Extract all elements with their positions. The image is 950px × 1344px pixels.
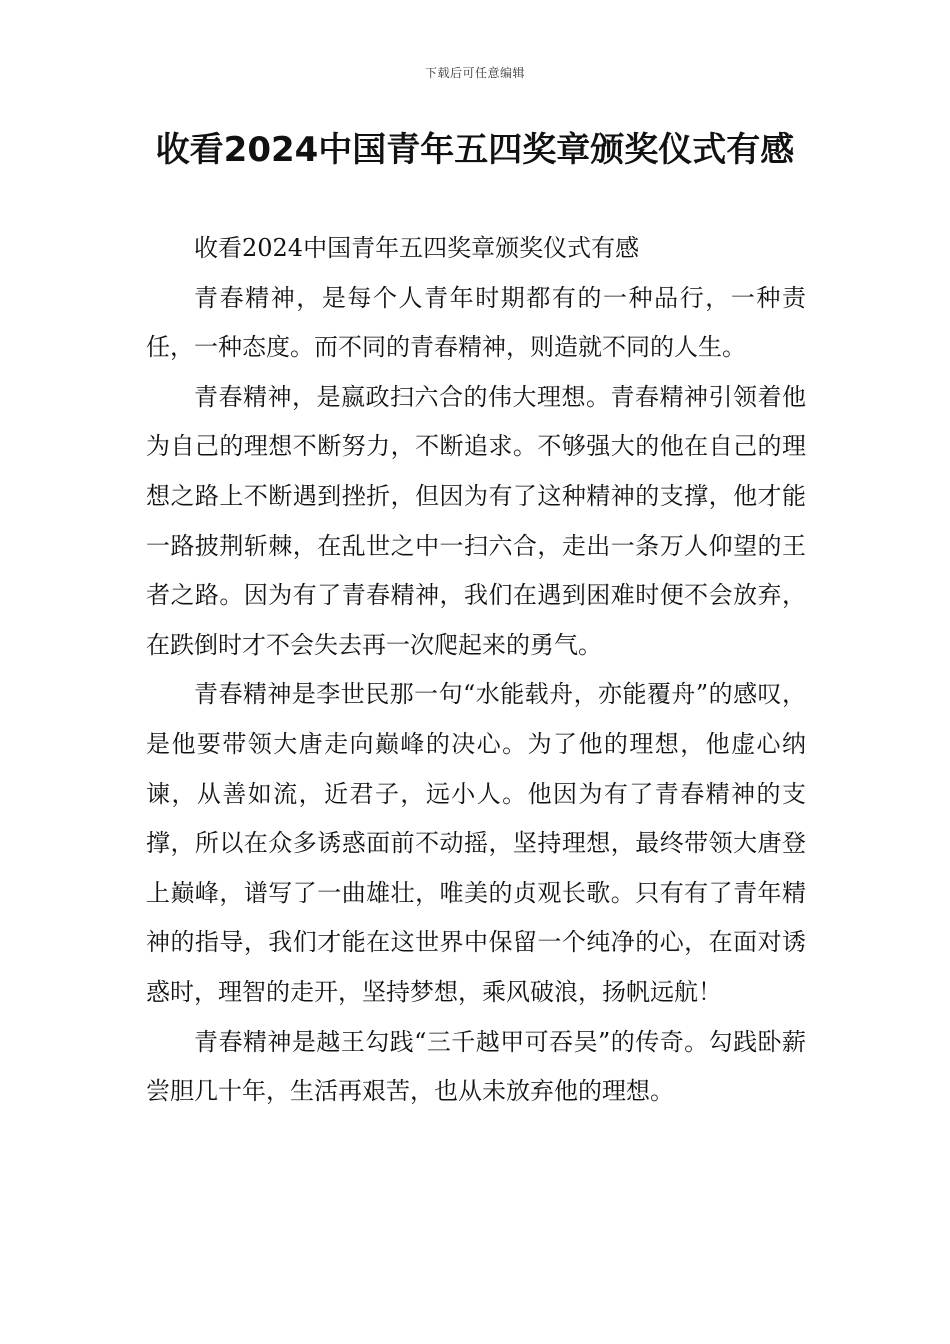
document-body [146, 224, 806, 1117]
paragraph-4: 青春精神是越王勾践“三千越甲可吞吴”的传奇。勾践卧薪尝胆几十年，生活再艰苦，也从未放弃他的理想。 [146, 1027, 806, 1106]
header-note: 下载后可任意编辑 [424, 66, 525, 80]
paragraph-2: 青春精神，是嬴政扫六合的伟大理想。青春精神引领着他为自己的理想不断努力，不断追求。不够强大的他在自己的理想之路上不断遇到挫折，但因为有了这种精神的支撑，他才能一路披荆斩棘，在乱世之中一扫六合，走出一条万人仰望的王者之路。因为有了青春精神，我们在遇到困难时便不会放弃，在跌倒时才不会失去再一次爬起来的勇气。 [146, 382, 806, 659]
paragraph-subtitle: 收看2024中国青年五四奖章颁奖仪式有感 [194, 234, 640, 262]
paragraph-3: 青春精神是李世民那一句“水能载舟，亦能覆舟”的感叹，是他要带领大唐走向巅峰的决心。为了他的理想，他虚心纳谏，从善如流，近君子，远小人。他因为有了青春精神的支撑，所以在众多诱惑面前不动摇，坚持理想，最终带领大唐登上巅峰，谱写了一曲雄壮，唯美的贞观长歌。只有有了青年精神的指导，我们才能在这世界中保留一个纯净的心，在面对诱惑时，理智的走开，坚持梦想，乘风破浪，扬帆远航！ [146, 680, 806, 1006]
document-title: 收看2024中国青年五四奖章颁奖仪式有感 [155, 130, 795, 170]
paragraph-1: 青春精神，是每个人青年时期都有的一种品行，一种责任，一种态度。而不同的青春精神，则造就不同的人生。 [146, 283, 806, 362]
